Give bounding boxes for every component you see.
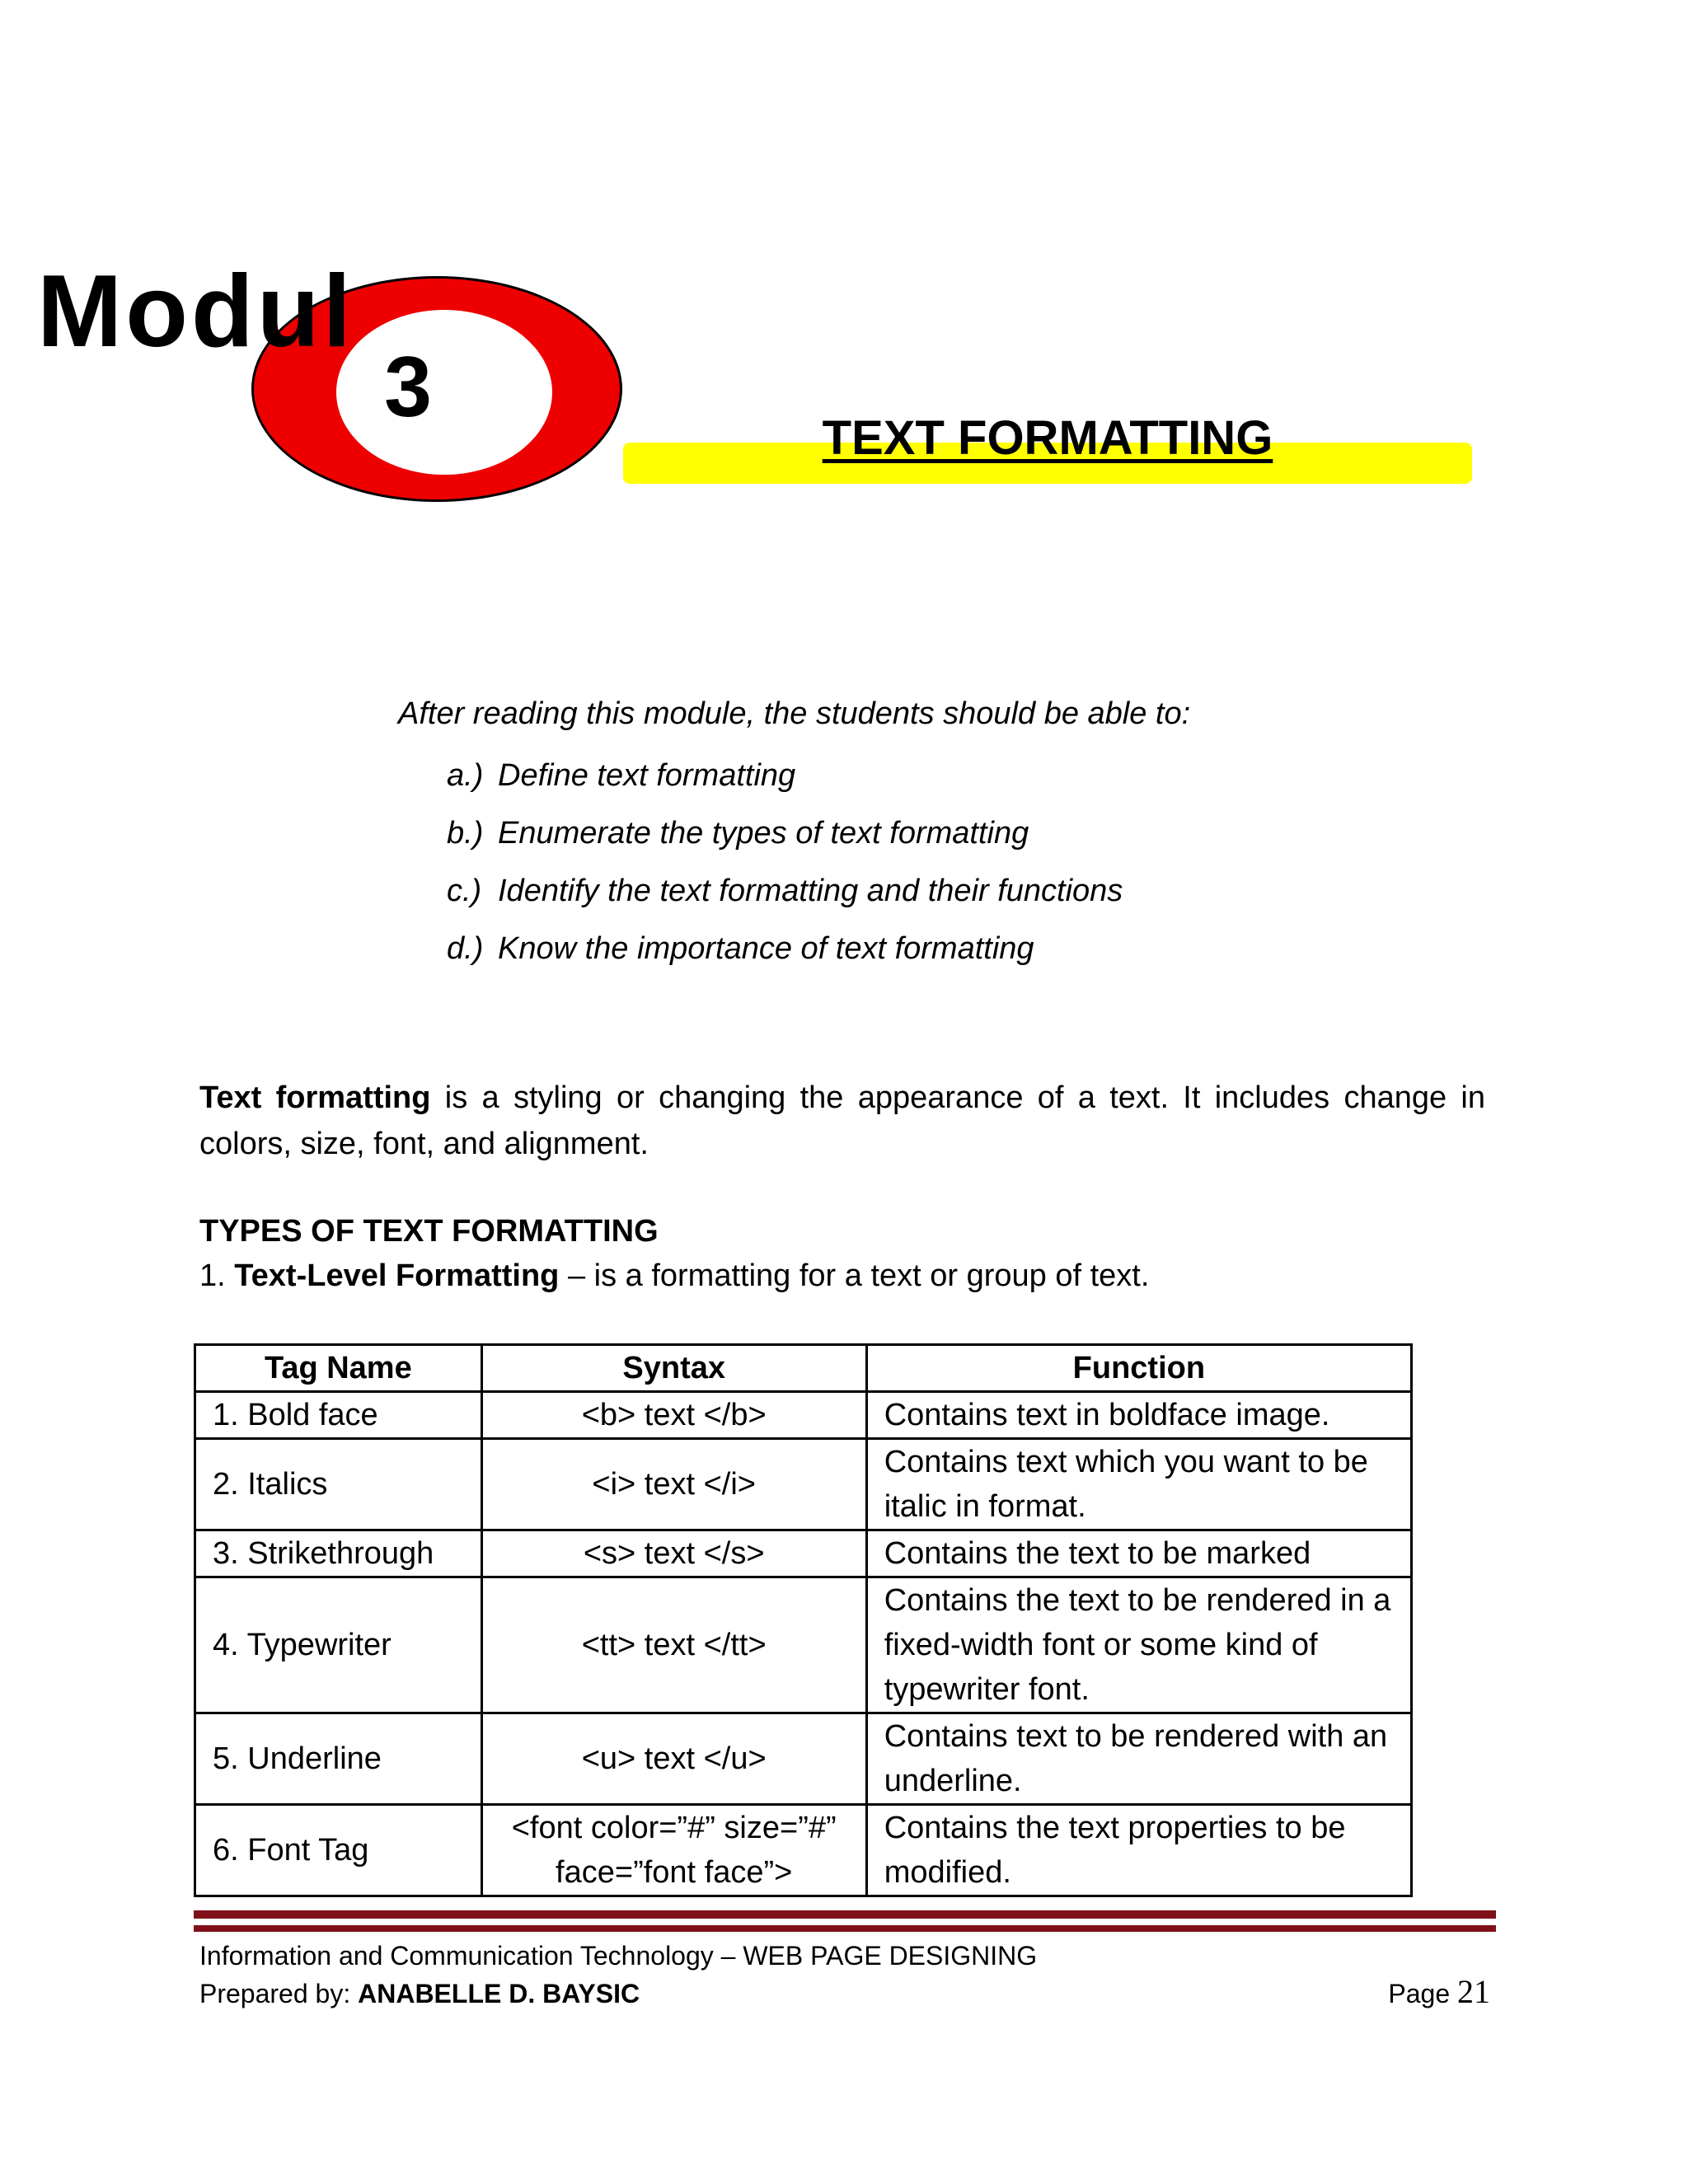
objective-marker: b.) <box>447 816 484 851</box>
footer-rule <box>194 1925 1496 1932</box>
cell-syntax: <s> text </s> <box>481 1530 866 1577</box>
cell-tag-name: 6. Font Tag <box>195 1805 482 1896</box>
types-item-term: Text-Level Formatting <box>234 1258 560 1293</box>
cell-syntax: <u> text </u> <box>481 1713 866 1805</box>
cell-function: Contains text which you want to be italic in format. <box>866 1439 1411 1530</box>
types-item-number: 1. <box>199 1258 226 1293</box>
cell-tag-name: 3. Strikethrough <box>195 1530 482 1577</box>
objectives-intro: After reading this module, the students should be able to: <box>398 696 1191 731</box>
cell-function: Contains text to be rendered with an underline. <box>866 1713 1411 1805</box>
objective-item <box>447 920 1123 977</box>
formatting-table <box>194 1343 1413 1897</box>
objective-item <box>447 747 1123 804</box>
footer-prepared-by <box>199 1975 640 2013</box>
page-title: TEXT FORMATTING <box>822 411 1273 465</box>
footer-rule <box>194 1910 1496 1919</box>
header-function: Function <box>866 1345 1411 1392</box>
header-tag-name: Tag Name <box>195 1345 482 1392</box>
table-row <box>195 1805 1412 1896</box>
objective-item <box>447 862 1123 920</box>
cell-syntax: <i> text </i> <box>481 1439 866 1530</box>
page-number-value: 21 <box>1457 1973 1490 2010</box>
footer-course: Information and Communication Technology – WEB PAGE DESIGNING <box>199 1941 1038 1971</box>
objective-text: Know the importance of text formatting <box>498 931 1034 966</box>
cell-syntax: <tt> text </tt> <box>481 1577 866 1713</box>
table-row <box>195 1439 1412 1530</box>
module-badge-word: Modul <box>37 262 354 361</box>
objective-item <box>447 804 1123 862</box>
module-badge-number: 3 <box>384 340 432 435</box>
types-item-text: – is a formatting for a text or group of text. <box>559 1258 1150 1293</box>
definition-paragraph <box>199 1075 1485 1167</box>
objective-text: Enumerate the types of text formatting <box>498 816 1029 851</box>
section-heading: TYPES OF TEXT FORMATTING <box>199 1214 659 1249</box>
table-row <box>195 1577 1412 1713</box>
table-header-row <box>195 1345 1412 1392</box>
cell-tag-name: 4. Typewriter <box>195 1577 482 1713</box>
cell-tag-name: 2. Italics <box>195 1439 482 1530</box>
table-row <box>195 1530 1412 1577</box>
page-number <box>1388 1971 1490 2014</box>
footer-author: ANABELLE D. BAYSIC <box>358 1979 640 2008</box>
objective-marker: d.) <box>447 931 484 966</box>
types-item <box>199 1253 1149 1299</box>
cell-function: Contains the text to be marked <box>866 1530 1411 1577</box>
cell-function: Contains the text properties to be modified. <box>866 1805 1411 1896</box>
definition-text: is a styling or changing the appearance of a text. It includes change in colors, size, font, and alignment. <box>199 1080 1485 1161</box>
footer-prepared-label: Prepared by: <box>199 1979 359 2008</box>
objective-text: Identify the text formatting and their functions <box>498 874 1123 908</box>
objective-marker: c.) <box>447 874 482 908</box>
definition-term: Text formatting <box>199 1080 431 1115</box>
cell-function: Contains text in boldface image. <box>866 1392 1411 1439</box>
page-label: Page <box>1388 1979 1457 2008</box>
table-row <box>195 1392 1412 1439</box>
objectives-list <box>447 747 1123 977</box>
header-syntax: Syntax <box>481 1345 866 1392</box>
objective-text: Define text formatting <box>498 758 796 793</box>
cell-tag-name: 5. Underline <box>195 1713 482 1805</box>
table-row <box>195 1713 1412 1805</box>
cell-syntax: <b> text </b> <box>481 1392 866 1439</box>
cell-tag-name: 1. Bold face <box>195 1392 482 1439</box>
cell-syntax: <font color=”#” size=”#” face=”font face”> <box>481 1805 866 1896</box>
cell-function: Contains the text to be rendered in a fixed-width font or some kind of typewriter font. <box>866 1577 1411 1713</box>
objective-marker: a.) <box>447 758 484 793</box>
